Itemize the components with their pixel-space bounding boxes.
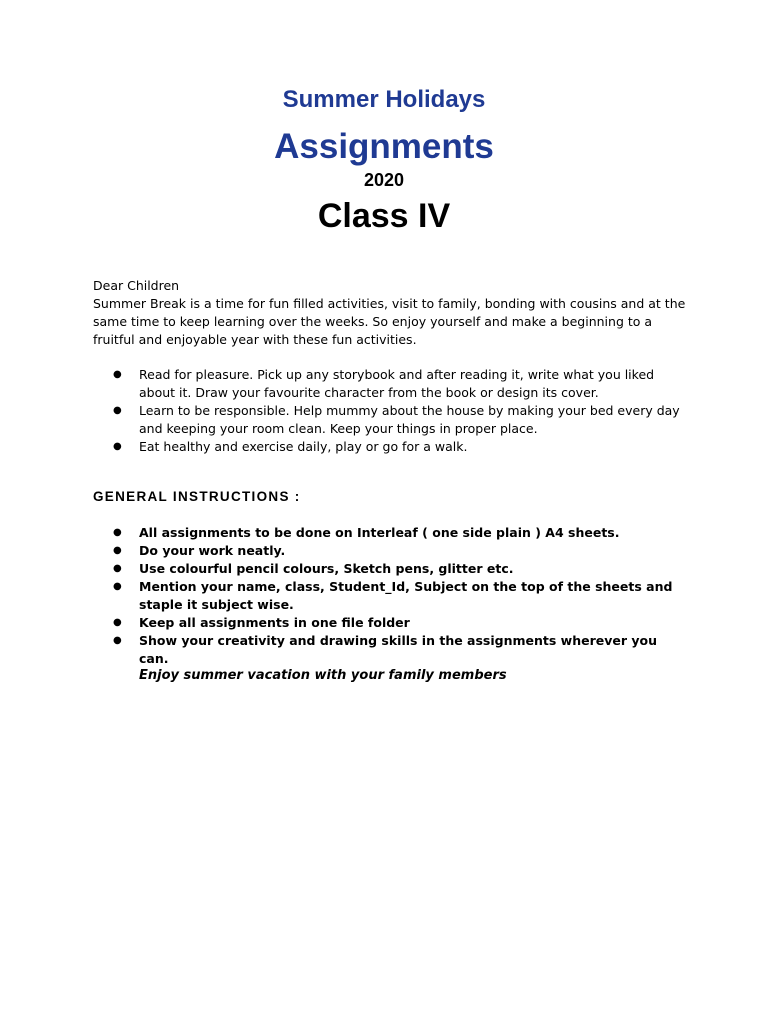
list-item-text: All assignments to be done on Interleaf ( one side plain ) A4 sheets.	[139, 525, 620, 540]
list-item-text: Mention your name, class, Student_Id, Subject on the top of the sheets and staple it subject wise.	[139, 579, 673, 612]
document-subtitle: Summer Holidays	[282, 86, 486, 113]
list-item	[93, 632, 683, 668]
bullet-icon: ●	[113, 545, 122, 556]
intro-paragraph: Summer Break is a time for fun filled activities, visit to family, bonding with cousins and at the same time to keep learning over the weeks. So enjoy yourself and make a beginning to a fruitful and enjoyable year with these fun activities.	[93, 296, 686, 347]
activities-list	[93, 366, 683, 456]
list-item	[93, 542, 683, 560]
intro-letter	[93, 277, 693, 349]
bullet-icon: ●	[113, 581, 122, 592]
greeting: Dear Children	[93, 278, 180, 293]
list-item-text: Use colourful pencil colours, Sketch pens, glitter etc.	[139, 561, 514, 576]
list-item	[93, 560, 683, 578]
list-item	[93, 578, 683, 614]
list-item	[93, 524, 683, 542]
list-item-text: Keep all assignments in one file folder	[139, 615, 410, 630]
list-item	[93, 614, 683, 632]
list-item-text: Do your work neatly.	[139, 543, 286, 558]
bullet-icon: ●	[113, 369, 122, 380]
instructions-list	[93, 524, 683, 668]
bullet-icon: ●	[113, 635, 122, 646]
list-item-text: Eat healthy and exercise daily, play or go for a walk.	[139, 439, 468, 454]
list-item	[93, 402, 683, 438]
list-item-text: Show your creativity and drawing skills in the assignments wherever you can.	[139, 633, 658, 666]
bullet-icon: ●	[113, 441, 122, 452]
closing-line: Enjoy summer vacation with your family members	[139, 668, 507, 683]
document-year: 2020	[363, 170, 405, 190]
list-item-text: Read for pleasure. Pick up any storybook and after reading it, write what you liked about it. Draw your favourite character from the book or design its cover.	[139, 367, 655, 400]
bullet-icon: ●	[113, 563, 122, 574]
bullet-icon: ●	[113, 405, 122, 416]
class-heading: Class IV	[317, 197, 451, 235]
list-item	[93, 366, 683, 402]
list-item-text: Learn to be responsible. Help mummy about the house by making your bed every day and keeping your room clean. Keep your things in proper place.	[139, 403, 680, 436]
document-title: Assignments	[274, 127, 494, 166]
bullet-icon: ●	[113, 617, 122, 628]
instructions-heading: GENERAL INSTRUCTIONS :	[93, 489, 301, 504]
list-item	[93, 438, 683, 456]
bullet-icon: ●	[113, 527, 122, 538]
